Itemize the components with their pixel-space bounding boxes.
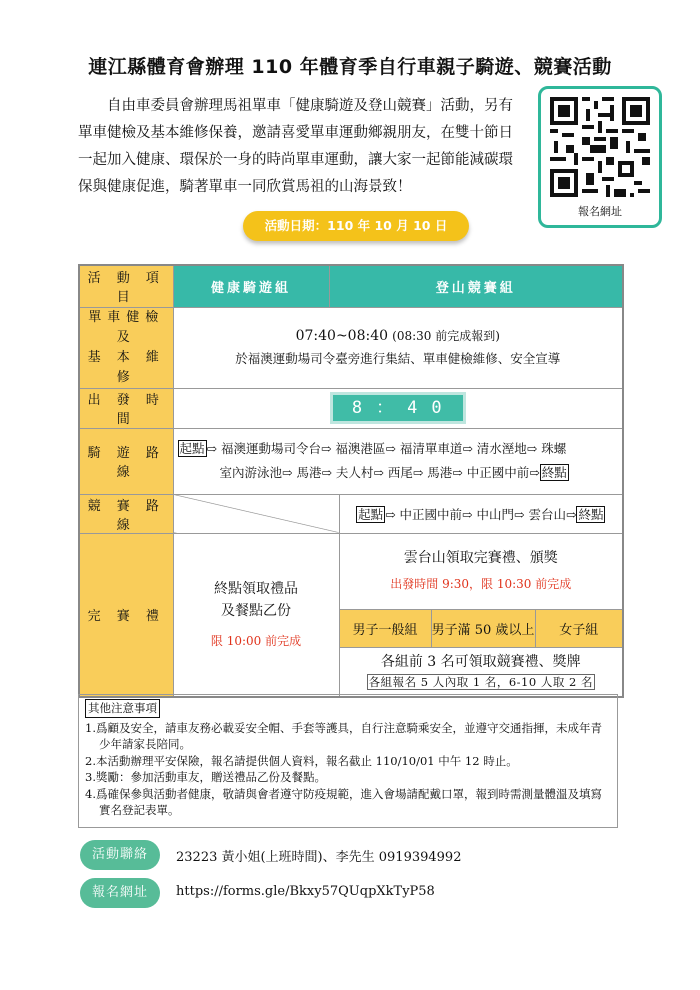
route-cell <box>173 428 623 494</box>
qr-code-icon <box>550 97 650 197</box>
group-race-header: 登山競賽組 <box>329 265 623 307</box>
depart-cell <box>173 388 623 428</box>
depart-time-badge: 8：40 <box>330 392 466 424</box>
race-gift-cell <box>339 533 623 609</box>
table-row <box>79 388 623 428</box>
race-route-text: ⇨ 中正國中前⇨ 中山門⇨ 雲台山⇨ <box>385 506 577 522</box>
prize-line2: 各組報名 5 人內取 1 名，6-10 人取 2 名 <box>368 674 593 689</box>
signup-url-link[interactable]: https://forms.gle/Bkxy57QUqpXkTyP58 <box>176 884 435 899</box>
race-route-empty-cell <box>173 494 339 533</box>
race-time: 出發時間 9:30，限 10:30 前完成 <box>390 577 572 591</box>
prize-cell <box>339 647 623 697</box>
table-row <box>79 533 623 609</box>
leisure-gift-cell <box>173 533 339 697</box>
table-row <box>79 307 623 388</box>
notes-box <box>78 694 618 828</box>
race-end-tag: 終點 <box>578 506 604 522</box>
intro-paragraph <box>78 93 518 201</box>
schedule-table <box>78 264 624 698</box>
race-route-cell <box>339 494 623 533</box>
leisure-gift-line2: 及餐點乙份 <box>221 602 291 619</box>
row-label-item: 活 動 項 目 <box>79 265 173 307</box>
route-line-1: ⇨ 福澳運動場司令台⇨ 福澳港區⇨ 福清單車道⇨ 清水溼地⇨ 珠螺 <box>206 441 567 456</box>
check-note: (08:30 前完成報到) <box>392 329 500 343</box>
row-label-finish: 完 賽 禮 <box>79 533 173 697</box>
qr-caption: 報名網址 <box>578 205 622 218</box>
table-row <box>79 428 623 494</box>
category-men-general: 男子一般組 <box>339 609 431 647</box>
race-start-tag: 起點 <box>358 506 384 522</box>
row-label-race: 競 賽 路 線 <box>79 494 173 533</box>
contact-label-pill: 活動聯絡 <box>80 840 160 870</box>
group-leisure-header: 健康騎遊組 <box>173 265 329 307</box>
page-title: 連江縣體育會辦理 110 年體育季自行車親子騎遊、競賽活動 <box>88 56 612 78</box>
notes-heading: 其他注意事項 <box>85 699 160 718</box>
category-men-50-plus: 男子滿 50 歲以上 <box>431 609 535 647</box>
row-label-check <box>79 307 173 388</box>
note-item-3: 3.獎勵：參加活動車友，贈送禮品乙份及餐點。 <box>85 770 326 784</box>
race-gift: 雲台山領取完賽禮、頒獎 <box>403 550 558 566</box>
contact-info: 23223 黃小姐(上班時間)、李先生 0919394992 <box>176 850 462 865</box>
table-row <box>79 265 623 307</box>
event-date-badge: 活動日期：110 年 10 月 10 日 <box>243 211 469 241</box>
qr-code-box[interactable] <box>538 86 662 228</box>
intro-text: 自由車委員會辦理馬祖單車「健康騎遊及登山競賽」活動，另有單車健檢及基本維修保養，邀請喜愛單車運動鄉親朋友，在雙十節日一起加入健康、環保於一身的時尚單車運動，讓大家一起節能減碳環保與健康促進，騎著單車一同欣賞馬祖的山海景致！ <box>78 98 513 195</box>
route-line-2: 室內游泳池⇨ 馬港⇨ 夫人村⇨ 西尾⇨ 馬港⇨ 中正國中前⇨ <box>219 465 540 480</box>
check-cell <box>173 307 623 388</box>
route-end-tag: 終點 <box>541 465 567 480</box>
check-time: 07:40~08:40 <box>295 328 389 344</box>
prize-line1: 各組前 3 名可領取競賽禮、獎牌 <box>380 653 581 670</box>
row-label-route: 騎 遊 路 線 <box>79 428 173 494</box>
row-label-check-line2: 基 本 維 修 <box>87 349 165 385</box>
row-label-depart: 出 發 時 間 <box>79 388 173 428</box>
note-item-1: 1.爲顧及安全，請車友務必載妥安全帽、手套等護具，自行注意騎乘安全，並遵守交通指揮，未成年青少年請家長陪同。 <box>85 720 602 751</box>
leisure-deadline: 限 10:00 前完成 <box>210 633 302 648</box>
category-women: 女子組 <box>535 609 623 647</box>
row-label-check-line1: 單車健檢及 <box>88 309 165 345</box>
note-item-2: 2.本活動辦理平安保險，報名請提供個人資料，報名截止 110/10/01 中午 12 時止。 <box>85 753 518 768</box>
check-desc: 於福澳運動場司令臺旁進行集結、單車健檢維修、安全宣導 <box>235 351 561 366</box>
signup-label-pill: 報名網址 <box>80 878 160 908</box>
route-start-tag: 起點 <box>179 441 205 456</box>
note-item-4: 4.爲確保參與活動者健康，敬請與會者遵守防疫規範，進入會場請配戴口罩，報到時需測量體溫及填寫實名登記表單。 <box>85 786 602 817</box>
leisure-gift-line1: 終點領取禮品 <box>214 580 298 597</box>
table-row <box>79 494 623 533</box>
